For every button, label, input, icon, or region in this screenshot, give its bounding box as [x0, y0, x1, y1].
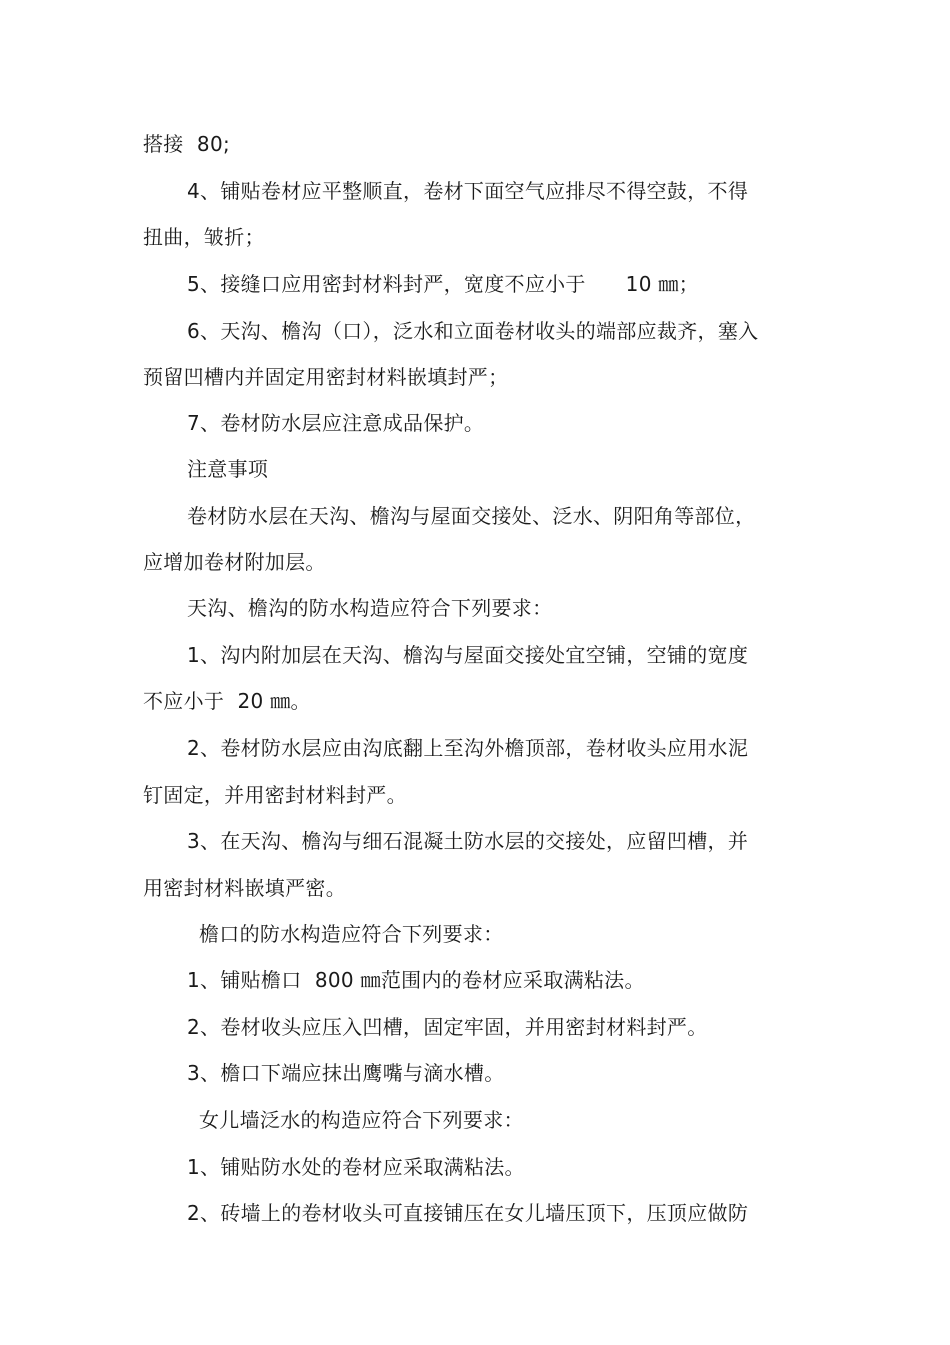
text-line: 1、铺贴防水处的卷材应采取满粘法。 [187, 1155, 525, 1179]
text-line: 5、接缝口应用密封材料封严，宽度不应小于 10 ㎜； [187, 272, 699, 296]
text-line: 扭曲，皱折； [143, 225, 265, 249]
text-line: 1、沟内附加层在天沟、檐沟与屋面交接处宜空铺，空铺的宽度 [187, 643, 749, 667]
text-line: 檐口的防水构造应符合下列要求： [199, 922, 504, 946]
text-line: 3、檐口下端应抹出鹰嘴与滴水槽。 [187, 1061, 505, 1085]
text-line: 搭接 80; [143, 132, 231, 156]
text-line: 钉固定，并用密封材料封严。 [143, 783, 407, 807]
text-line: 用密封材料嵌填严密。 [143, 876, 346, 900]
section-heading: 注意事项 [187, 457, 269, 481]
text-line: 卷材防水层在天沟、檐沟与屋面交接处、泛水、阴阳角等部位， [187, 504, 756, 528]
text-line: 2、卷材收头应压入凹槽，固定牢固，并用密封材料封严。 [187, 1015, 708, 1039]
text-line: 应增加卷材附加层。 [143, 550, 326, 574]
text-line: 预留凹槽内并固定用密封材料嵌填封严； [143, 365, 509, 389]
text-line: 6、天沟、檐沟（口），泛水和立面卷材收头的端部应裁齐，塞入 [187, 319, 759, 343]
text-line: 7、卷材防水层应注意成品保护。 [187, 411, 485, 435]
text-line: 女儿墙泛水的构造应符合下列要求： [199, 1108, 524, 1132]
text-line: 1、铺贴檐口 800 ㎜范围内的卷材应采取满粘法。 [187, 968, 645, 992]
text-line: 4、铺贴卷材应平整顺直，卷材下面空气应排尽不得空鼓，不得 [187, 179, 749, 203]
text-line: 2、卷材防水层应由沟底翻上至沟外檐顶部，卷材收头应用水泥 [187, 736, 749, 760]
text-line: 3、在天沟、檐沟与细石混凝土防水层的交接处，应留凹槽，并 [187, 829, 749, 853]
text-line: 2、砖墙上的卷材收头可直接铺压在女儿墙压顶下，压顶应做防 [187, 1201, 749, 1225]
text-line: 天沟、檐沟的防水构造应符合下列要求： [187, 596, 553, 620]
text-line: 不应小于 20 ㎜。 [143, 689, 311, 713]
